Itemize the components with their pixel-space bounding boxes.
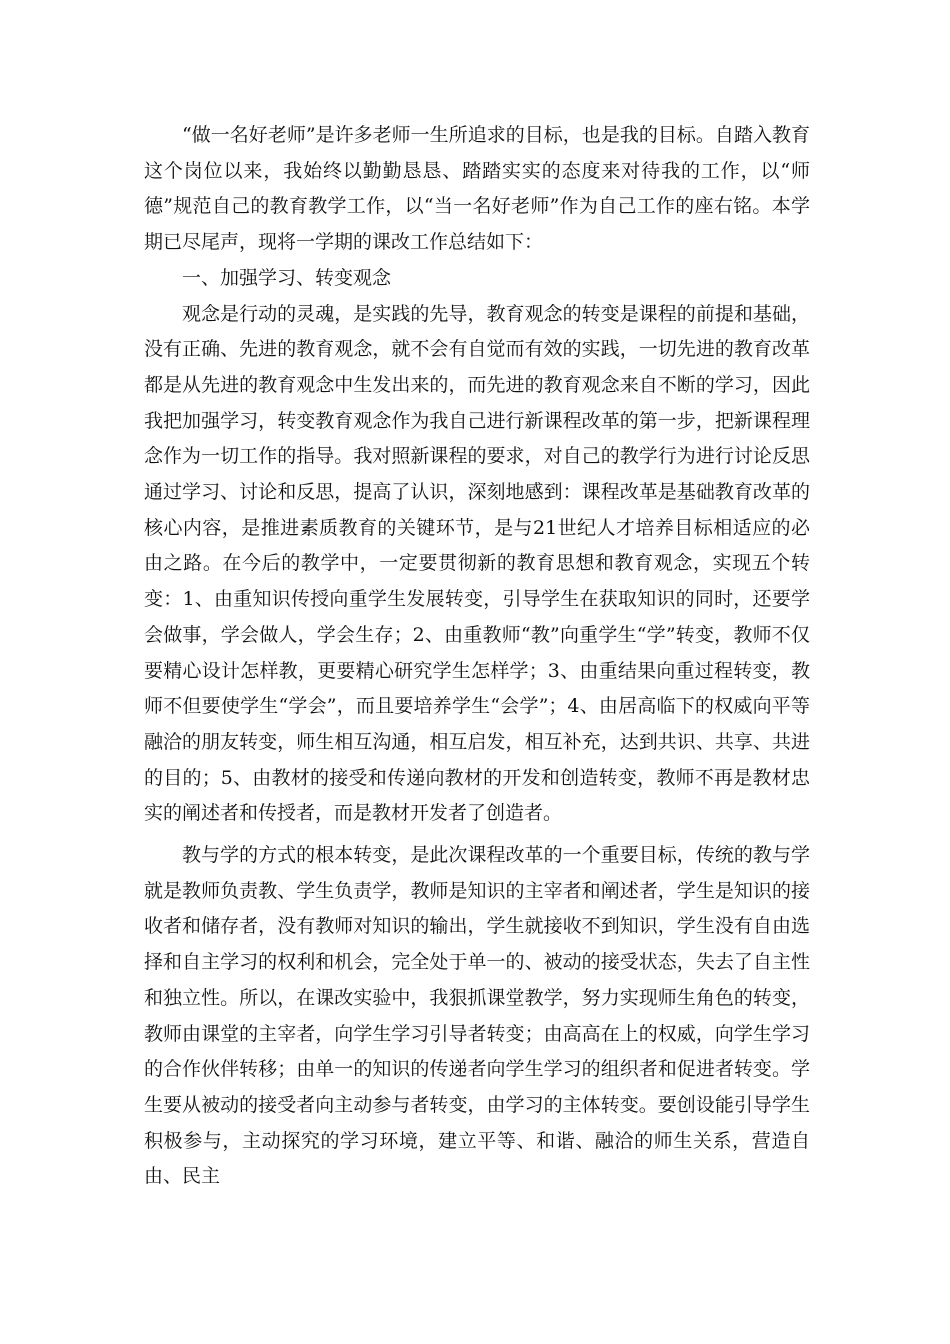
body-paragraph-teaching: 教与学的方式的根本转变，是此次课程改革的一个重要目标，传统的教与学就是教师负责教、学生负责学，教师是知识的主宰者和阐述者，学生是知识的接收者和储存者，没有教师对知识的输出，学生就接收不到知识，学生没有自由选择和自主学习的权利和机会，完全处于单一的、被动的接受状态，失去了自主性和独立性。所以，在课改实验中，我狠抓课堂教学，努力实现师生角色的转变，教师由课堂的主宰者，向学生学习引导者转变；由高高在上的权威，向学生学习的合作伙伴转移；由单一的知识的传递者向学生学习的组织者和促进者转变。学生要从被动的接受者向主动参与者转变，由学习的主体转变。要创设能引导学生积极参与，主动探究的学习环境，建立平等、和谐、融洽的师生关系，营造自由、民主 bbox=[144, 844, 810, 1188]
document-body bbox=[144, 118, 810, 1195]
section-heading-1: 一、加强学习、转变观念 bbox=[182, 266, 392, 289]
body-paragraph-concepts: 观念是行动的灵魂，是实践的先导，教育观念的转变是课程的前提和基础，没有正确、先进的教育观念，就不会有自觉而有效的实践，一切先进的教育改革都是从先进的教育观念中生发出来的，而先进的教育观念来自不断的学习，因此我把加强学习，转变教育观念作为我自己进行新课程改革的第一步，把新课程理念作为一切工作的指导。我对照新课程的要求，对自己的教学行为进行讨论反思通过学习、讨论和反思，提高了认识，深刻地感到：课程改革是基础教育改革的核心内容，是推进素质教育的关键环节，是与21世纪人才培养目标相适应的必由之路。在今后的教学中，一定要贯彻新的教育思想和教育观念，实现五个转变：1、由重知识传授向重学生发展转变，引导学生在获取知识的同时，还要学会做事，学会做人，学会生存；2、由重教师“教”向重学生“学”转变，教师不仅要精心设计怎样教，更要精心研究学生怎样学；3、由重结果向重过程转变，教师不但要使学生“学会”，而且要培养学生“会学”；4、由居高临下的权威向平等融洽的朋友转变，师生相互沟通，相互启发，相互补充，达到共识、共享、共进的目的；5、由教材的接受和传递向教材的开发和创造转变，教师不再是教材忠实的阐述者和传授者，而是教材开发者了创造者。 bbox=[144, 302, 810, 825]
intro-paragraph: “做一名好老师”是许多老师一生所追求的目标，也是我的目标。自踏入教育这个岗位以来，我始终以勤勤恳恳、踏踏实实的态度来对待我的工作，以“师德”规范自己的教育教学工作，以“当一名好老师”作为自己工作的座右铭。本学期已尽尾声，现将一学期的课改工作总结如下： bbox=[144, 124, 810, 254]
